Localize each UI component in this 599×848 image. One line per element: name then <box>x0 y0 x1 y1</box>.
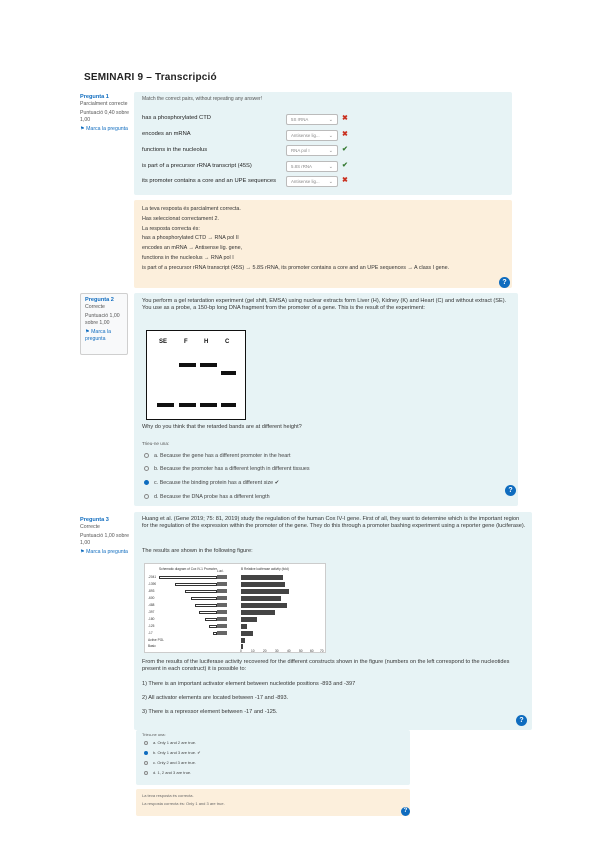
q2-choose: Trieu-ne una: <box>142 441 170 446</box>
activity-bar <box>241 631 253 636</box>
chevron-down-icon: ⌄ <box>328 164 333 170</box>
q3-statement: 2) All activator elements are located between -17 and -893. <box>142 695 289 701</box>
help-icon[interactable]: ? <box>401 807 410 816</box>
construct-bar <box>195 604 217 607</box>
activity-bar <box>241 589 289 594</box>
q2-option[interactable] <box>144 466 310 472</box>
q1-feedback-line: La resposta correcta és: <box>142 225 200 232</box>
gel-band <box>200 363 217 367</box>
q2-number: Pregunta 2 <box>85 297 114 303</box>
construct-bar <box>209 625 217 628</box>
luciferase-box <box>217 610 227 614</box>
luciferase-box <box>217 589 227 593</box>
q1-number: Pregunta 1 <box>80 94 109 100</box>
construct-label: Active PGL <box>148 638 164 642</box>
construct-label: -1390 <box>148 582 157 586</box>
q2-option-label: b. Because the promoter has a different length in different tissues <box>154 466 310 472</box>
gel-band <box>179 363 196 367</box>
q3-score: Puntuació 1,00 sobre 1,00 <box>80 533 130 546</box>
gel-band <box>157 403 174 407</box>
q3-flag-link[interactable] <box>80 549 130 556</box>
flag-icon: ⚑ <box>80 549 85 556</box>
incorrect-icon: ✖ <box>342 131 348 138</box>
flag-icon: ⚑ <box>85 329 90 336</box>
q1-feedback-line: encodes an mRNA → Antisense lig. gene, <box>142 245 243 252</box>
flag-icon: ⚑ <box>80 126 85 133</box>
activity-bar <box>241 617 257 622</box>
q1-flag-link[interactable] <box>80 126 130 133</box>
q1-score: Puntuació 0,40 sobre 1,00 <box>80 110 130 123</box>
luciferase-box <box>217 596 227 600</box>
q2-flag-link[interactable] <box>85 329 125 342</box>
activity-bar <box>241 596 281 601</box>
q1-row-label: its promoter contains a core and an UPE sequences <box>142 178 277 184</box>
q1-state: Parcialment correcte <box>80 100 128 107</box>
q1-select-value: 5S rRNA <box>291 117 309 122</box>
chevron-down-icon: ⌄ <box>328 179 333 185</box>
construct-label: -180 <box>148 617 155 621</box>
q1-feedback-line: La teva resposta és parcialment correcta. <box>142 206 241 212</box>
q3-option-label: d. 1, 2 and 3 are true. <box>153 770 192 775</box>
q3-option-label: c. Only 2 and 3 are true. <box>153 760 196 765</box>
q2-option[interactable] <box>144 494 270 500</box>
q2-option-label: d. Because the DNA probe has a different length <box>154 494 270 500</box>
radio-button[interactable] <box>144 771 148 775</box>
radio-button[interactable] <box>144 761 148 765</box>
radio-button-selected[interactable] <box>144 480 149 485</box>
q1-flag-label: Marca la pregunta <box>86 126 128 133</box>
x-tick: 40 <box>287 649 291 653</box>
q1-feedback-line: is part of a precursor rRNA transcript (45S) → 5.8S rRNA, its promoter contains a core and an UPE sequences → A class I gene. <box>142 264 450 271</box>
q1-feedback-line: Has seleccionat correctament 2. <box>142 215 220 222</box>
radio-button[interactable] <box>144 466 149 471</box>
incorrect-icon: ✖ <box>342 177 348 184</box>
activity-bar <box>241 610 275 615</box>
luciferase-box <box>217 624 227 628</box>
activity-bar <box>241 603 287 608</box>
radio-button[interactable] <box>144 494 149 499</box>
construct-bar <box>159 576 217 579</box>
help-icon[interactable]: ? <box>516 715 527 726</box>
gel-band <box>221 403 236 407</box>
q3-option[interactable] <box>144 750 201 755</box>
q3-statement: 3) There is a repressor element between -17 and -125. <box>142 709 278 715</box>
x-tick: 20 <box>263 649 267 653</box>
q1-select-value: 5.8S rRNA <box>291 164 312 169</box>
x-tick: 10 <box>251 649 255 653</box>
luciferase-box <box>217 575 227 579</box>
activity-bar <box>241 638 245 643</box>
q1-row-label: is part of a precursor rRNA transcript (45S) <box>142 163 252 169</box>
q1-prompt-text: Match the correct pairs, without repeating any answer! <box>142 96 263 102</box>
q3-option[interactable] <box>144 770 191 775</box>
gel-band <box>200 403 217 407</box>
construct-bar <box>175 583 217 586</box>
q2-option-label: a. Because the gene has a different promoter in the heart <box>154 453 291 459</box>
lane-label: H <box>204 339 209 345</box>
q3-results-intro: The results are shown in the following figure: <box>142 548 253 554</box>
q1-feedback <box>142 205 449 274</box>
construct-bar <box>199 611 217 614</box>
chevron-down-icon: ⌄ <box>328 133 333 139</box>
activity-bar <box>241 575 283 580</box>
q3-choose: Trieu-ne una: <box>142 732 166 737</box>
q3-answer-panel <box>136 730 410 785</box>
gel-image <box>146 330 246 420</box>
q3-flag-label: Marca la pregunta <box>86 549 128 556</box>
q2-option[interactable] <box>144 453 291 459</box>
luciferase-figure <box>144 563 326 653</box>
q1-select-value: RNA pol I <box>291 148 310 153</box>
help-icon[interactable]: ? <box>499 277 510 288</box>
q3-text: Huang et al. (Gene 2019; 75: 81, 2019) study the regulation of the human Cox IV-I gene. First of all, they want to determine which is the important region for the regulation of the expression within the promoter of the gene. They do this through a promoter bashing experiment using a reporter gene (luciferase). <box>142 516 526 530</box>
luciferase-box <box>217 631 227 635</box>
construct-bar <box>191 597 217 600</box>
figure-title-right: B Relative luciferase activity (fold) <box>241 567 289 571</box>
gel-band <box>179 403 196 407</box>
luciferase-box <box>217 582 227 586</box>
lane-label: C <box>225 339 230 345</box>
q1-select[interactable] <box>286 176 338 187</box>
q2-flag-label: Marca la pregunta <box>85 329 112 342</box>
construct-label: -2041 <box>148 575 157 579</box>
luciferase-box <box>217 603 227 607</box>
q3-option-label: a. Only 1 and 2 are true. <box>153 740 197 745</box>
q1-select[interactable] <box>286 130 338 141</box>
q3-state: Correcte <box>80 523 100 530</box>
help-icon[interactable]: ? <box>505 485 516 496</box>
q1-select[interactable] <box>286 114 338 125</box>
construct-label: Basic <box>148 644 156 648</box>
q1-row-label: encodes an mRNA <box>142 131 191 137</box>
construct-bar <box>185 590 217 593</box>
correct-icon: ✔ <box>342 146 348 153</box>
q1-select-value: Antisense lig... <box>291 133 320 138</box>
q2-text: You perform a gel retardation experiment (gel shift, EMSA) using nuclear extracts form Liver (H), Kidney (K) and Heart (C) and without extract (SE). You use as a probe, a 150-bp long DNA fragment from the promoter of a gene. This is the result of the experiment: <box>142 298 507 312</box>
q1-feedback-line: has a phosphorylated CTD → RNA pol II <box>142 235 239 242</box>
q1-row-label: functions in the nucleolus <box>142 147 208 153</box>
q3-paragraph: From the results of the luciferase activity recovered for the different constructs shown in the figure (numbers on the left correspond to the nucleotides present in each construct) it is possible to: <box>142 659 510 673</box>
page-title: SEMINARI 9 – Transcripció <box>84 72 217 83</box>
construct-label: -600 <box>148 596 155 600</box>
chevron-down-icon: ⌄ <box>328 117 333 123</box>
construct-label: -488 <box>148 603 155 607</box>
q2-state: Correcte <box>85 303 105 310</box>
activity-bar <box>241 624 247 629</box>
q3-statement: 1) There is an important activator element between nucleotide positions -893 and -397 <box>142 681 356 687</box>
radio-button-selected[interactable] <box>144 751 148 755</box>
radio-button[interactable] <box>144 453 149 458</box>
q2-question: Why do you think that the retarded bands are at different height? <box>142 424 302 430</box>
q3-feedback-line: La resposta correcta és: Only 1 and 3 are true. <box>142 801 225 806</box>
activity-bar <box>241 582 285 587</box>
incorrect-icon: ✖ <box>342 115 348 122</box>
luciferase-label: Luci. <box>217 569 224 573</box>
lane-label: F <box>184 339 188 345</box>
q1-select[interactable] <box>286 161 338 172</box>
q3-number: Pregunta 3 <box>80 517 109 523</box>
q1-feedback-line: functions in the nucleolus → RNA pol I <box>142 254 234 261</box>
chevron-down-icon: ⌄ <box>328 148 333 154</box>
x-tick: 0 <box>240 649 242 653</box>
figure-title-left: Schematic diagram of Cox IV-1 Promoter <box>159 567 217 571</box>
x-tick: 50 <box>299 649 303 653</box>
construct-bar <box>205 618 217 621</box>
q3-option-label: b. Only 1 and 3 are true. ✔ <box>153 750 201 755</box>
q3-feedback-line: La teva resposta és correcta. <box>142 793 194 798</box>
q1-select[interactable] <box>286 145 338 156</box>
construct-label: -893 <box>148 589 155 593</box>
correct-icon: ✔ <box>342 162 348 169</box>
q3-feedback <box>142 792 225 808</box>
radio-button[interactable] <box>144 741 148 745</box>
x-tick: 70 <box>320 649 324 653</box>
q1-row-label: has a phosphorylated CTD <box>142 115 211 121</box>
q1-info <box>80 94 130 133</box>
construct-label: -17 <box>148 631 153 635</box>
gel-band <box>221 371 236 375</box>
construct-label: -125 <box>148 624 155 628</box>
q3-option[interactable] <box>144 740 196 745</box>
q2-option-label: c. Because the binding protein has a different size ✔ <box>154 480 280 486</box>
x-tick: 60 <box>310 649 314 653</box>
q2-option[interactable] <box>144 480 279 486</box>
q3-info <box>80 517 130 556</box>
q2-info <box>85 297 125 343</box>
luciferase-box <box>217 617 227 621</box>
x-tick: 30 <box>275 649 279 653</box>
construct-label: -397 <box>148 610 155 614</box>
q1-select-value: Antisense lig... <box>291 179 320 184</box>
q2-score: Puntuació 1,00 sobre 1,00 <box>85 313 120 326</box>
lane-label: SE <box>159 339 168 345</box>
q3-option[interactable] <box>144 760 196 765</box>
